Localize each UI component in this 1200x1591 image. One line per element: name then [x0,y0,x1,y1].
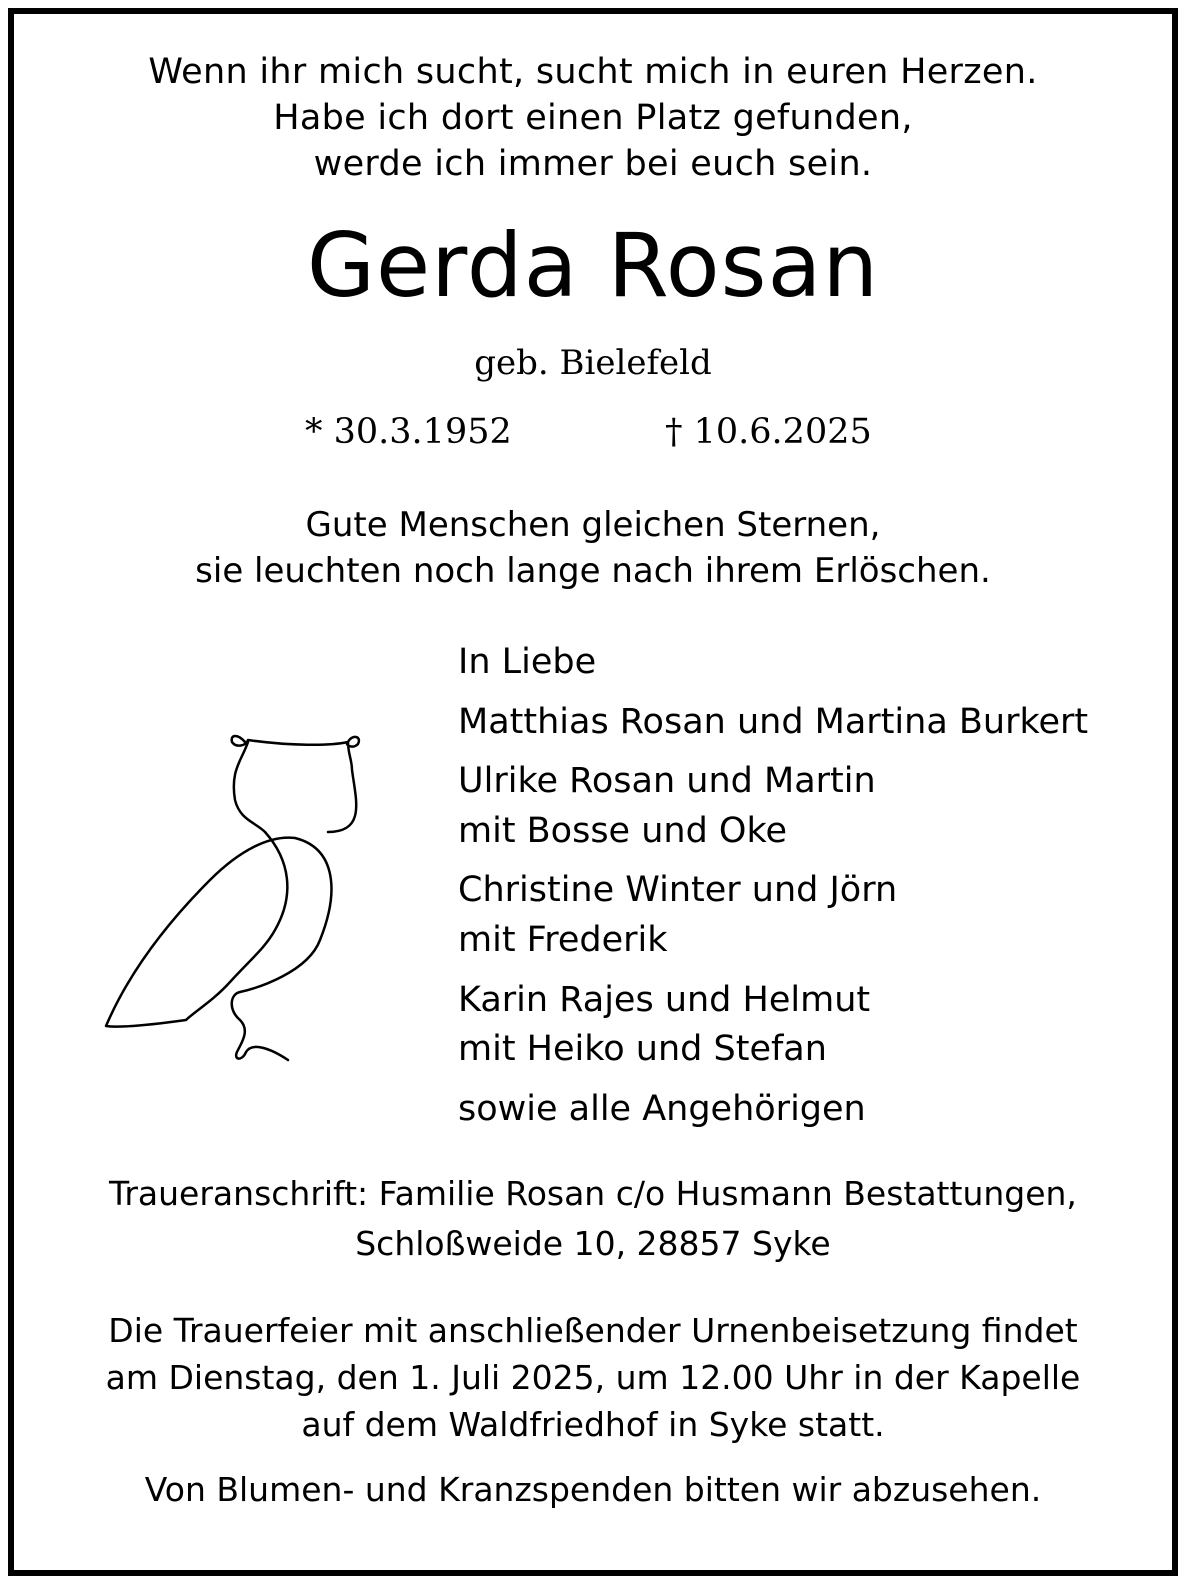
poem-line-1: Wenn ihr mich sucht, sucht mich in euren Herzen. [148,52,1038,92]
mourner-line: sowie alle Angehörigen [458,1089,866,1129]
owl-line-drawing-icon [90,720,380,1080]
address-line-1: Traueranschrift: Familie Rosan c/o Husmann Bestattungen, [109,1174,1077,1213]
mourners-intro: In Liebe [458,642,597,682]
poem-line-2: Habe ich dort einen Platz gefunden, [273,98,913,138]
mourner-line: mit Heiko und Stefan [458,1029,827,1069]
maiden-name: geb. Bielefeld [474,343,712,383]
death-date: † 10.6.2025 [665,412,872,452]
mourner-line: mit Frederik [458,920,668,960]
mourner-line: Karin Rajes und Helmut [458,980,871,1020]
mourner-line: Matthias Rosan und Martina Burkert [458,702,1089,742]
mourner-line: Christine Winter und Jörn [458,870,898,910]
poem-line-3: werde ich immer bei euch sein. [313,144,873,184]
mourner-line: mit Bosse und Oke [458,811,788,851]
ceremony-line-1: Die Trauerfeier mit anschließender Urnenbeisetzung findet [108,1311,1078,1350]
address-line-2: Schloßweide 10, 28857 Syke [355,1224,831,1263]
birth-date: * 30.3.1952 [305,412,512,452]
ceremony-line-3: auf dem Waldfriedhof in Syke statt. [301,1405,885,1444]
quote-line-2: sie leuchten noch lange nach ihrem Erlöschen. [195,551,991,591]
ceremony-line-2: am Dienstag, den 1. Juli 2025, um 12.00 Uhr in der Kapelle [105,1358,1081,1397]
deceased-name: Gerda Rosan [306,214,880,317]
mourner-line: Ulrike Rosan und Martin [458,761,876,801]
flowers-note: Von Blumen- und Kranzspenden bitten wir abzusehen. [144,1470,1042,1509]
quote-line-1: Gute Menschen gleichen Sternen, [305,505,881,545]
